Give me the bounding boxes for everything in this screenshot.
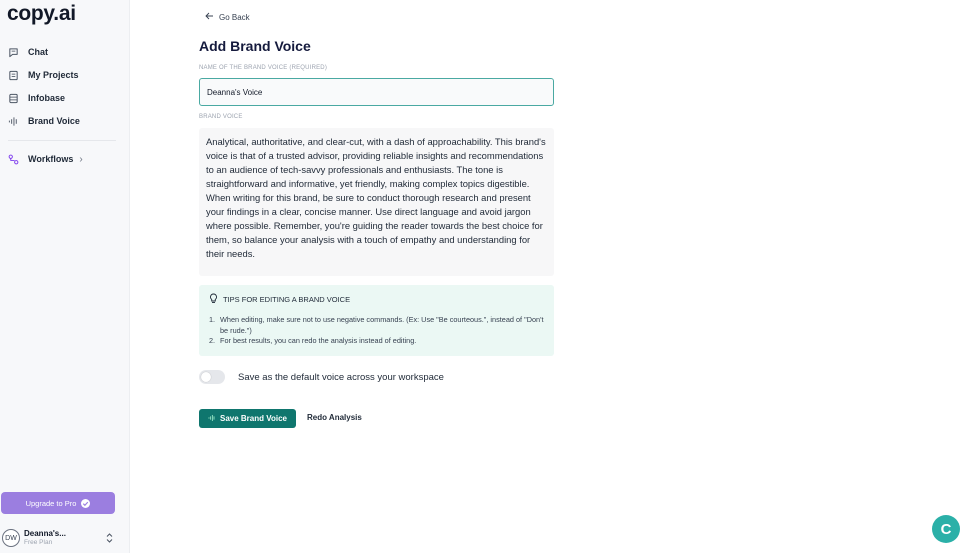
- toggle-knob: [201, 372, 211, 382]
- sidebar-item-label: Infobase: [28, 93, 66, 103]
- upgrade-to-pro-button[interactable]: [1, 492, 115, 514]
- check-icon: [81, 499, 90, 508]
- go-back-label: Go Back: [219, 12, 250, 22]
- user-plan: Free Plan: [24, 539, 53, 546]
- sidebar-item-label: Brand Voice: [28, 116, 80, 126]
- page-title: Add Brand Voice: [199, 38, 311, 54]
- save-label: Save Brand Voice: [220, 414, 287, 423]
- tips-list: [209, 315, 549, 347]
- brand-voice-name-input[interactable]: [199, 78, 554, 106]
- soundwave-icon: [208, 414, 216, 424]
- arrow-left-icon: [205, 12, 214, 22]
- sidebar-item-my-projects[interactable]: [7, 66, 79, 84]
- soundwave-icon: [7, 115, 19, 127]
- tip-number: 2.: [209, 336, 216, 345]
- default-voice-toggle[interactable]: [199, 370, 225, 384]
- sidebar-item-label: Workflows: [28, 154, 74, 164]
- save-brand-voice-button[interactable]: [199, 409, 296, 428]
- chevron-up-down-icon: [105, 531, 114, 549]
- tip-number: 1.: [209, 315, 216, 324]
- brand-voice-name-label: NAME OF THE BRAND VOICE (REQUIRED): [199, 65, 328, 71]
- database-icon: [7, 92, 19, 104]
- tip-text: For best results, you can redo the analysis instead of editing.: [220, 336, 417, 345]
- tips-panel: [199, 285, 554, 356]
- chat-launcher-button[interactable]: [932, 515, 960, 543]
- chat-launcher-icon: C: [940, 520, 952, 538]
- sidebar-item-label: My Projects: [28, 70, 79, 80]
- sidebar-divider: [8, 140, 116, 141]
- main-content: [130, 0, 964, 553]
- sidebar-item-workflows[interactable]: [7, 150, 83, 168]
- go-back-link[interactable]: [205, 12, 250, 22]
- redo-analysis-button[interactable]: Redo Analysis: [307, 413, 362, 422]
- tips-title-text: TIPS FOR EDITING A BRAND VOICE: [223, 295, 351, 304]
- chevron-right-icon: ›: [79, 153, 83, 165]
- list-item: [209, 315, 549, 336]
- copyai-logo[interactable]: copy.ai: [7, 2, 76, 25]
- sidebar-item-label: Chat: [28, 47, 48, 57]
- chat-icon: [7, 46, 19, 58]
- projects-icon: [7, 69, 19, 81]
- user-name: Deanna's...: [24, 529, 66, 538]
- tips-title: [209, 293, 350, 306]
- brand-voice-label: BRAND VOICE: [199, 114, 243, 120]
- list-item: [209, 336, 549, 347]
- sidebar-item-chat[interactable]: [7, 43, 48, 61]
- workflow-icon: [7, 153, 19, 165]
- tip-text: When editing, make sure not to use negative commands. (Ex: Use "Be courteous.", instead of "Don't be rude."): [220, 315, 544, 335]
- sidebar-item-brand-voice[interactable]: [7, 112, 80, 130]
- avatar: DW: [2, 529, 20, 547]
- default-voice-label: Save as the default voice across your workspace: [238, 372, 444, 383]
- sidebar: [0, 0, 130, 553]
- brand-voice-textarea[interactable]: [199, 128, 554, 276]
- user-account-menu[interactable]: [0, 526, 124, 550]
- sidebar-item-infobase[interactable]: [7, 89, 65, 107]
- lightbulb-icon: [209, 293, 218, 306]
- upgrade-label: Upgrade to Pro: [25, 498, 77, 508]
